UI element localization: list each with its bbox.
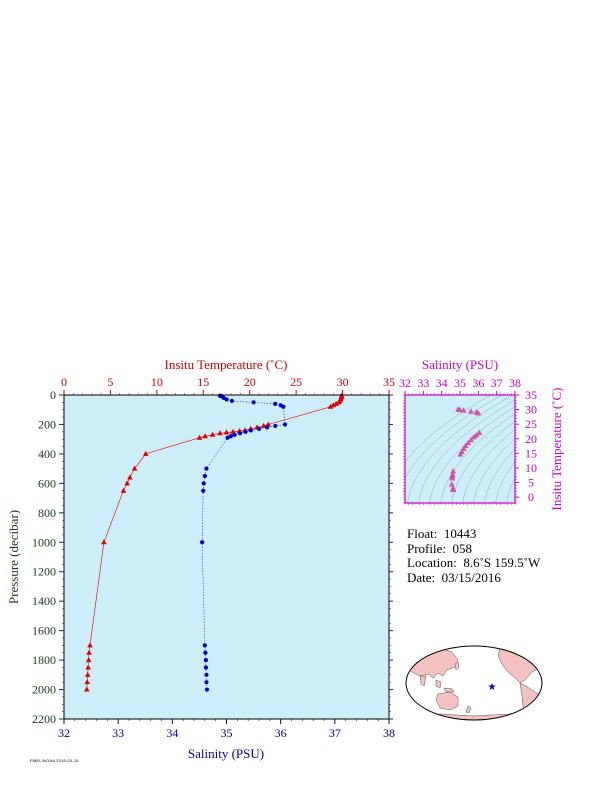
float-value: 10443 — [443, 526, 477, 541]
salinity-point — [283, 422, 287, 426]
ts-temperature-title: Insitu Temperature (˚C) — [549, 387, 564, 511]
salinity-point — [233, 433, 237, 437]
temperature-tick-label: 10 — [150, 375, 163, 389]
pressure-tick-label: 1400 — [32, 594, 56, 609]
salinity-point — [204, 665, 208, 669]
salinity-point — [205, 687, 209, 691]
ts-salinity-tick-label: 33 — [417, 376, 430, 390]
location-map — [406, 646, 542, 722]
salinity-point — [203, 474, 207, 478]
date-value: 03/15/2016 — [441, 569, 501, 585]
temperature-tick-label: 30 — [336, 375, 349, 389]
float-label: Float: — [407, 526, 438, 541]
pressure-axis-title: Pressure (decibar) — [6, 509, 21, 605]
salinity-point — [202, 481, 206, 485]
salinity-point — [203, 643, 207, 647]
ts-temperature-tick-label: 25 — [525, 417, 537, 432]
salinity-point — [243, 430, 247, 434]
salinity-axis-title: Salinity (PSU) — [187, 746, 265, 761]
salinity-point — [203, 651, 207, 655]
salinity-point — [281, 405, 285, 409]
salinity-point — [230, 399, 234, 403]
temperature-tick-label: 20 — [243, 375, 256, 389]
salinity-point — [273, 402, 277, 406]
salinity-tick-label: 33 — [112, 726, 125, 740]
ts-salinity-title: Salinity (PSU) — [421, 357, 499, 372]
profile-value: 058 — [452, 540, 472, 556]
ts-salinity-tick-label: 38 — [509, 376, 521, 390]
salinity-point — [265, 425, 269, 429]
pressure-tick-label: 0 — [50, 388, 56, 402]
pressure-tick-label: 400 — [38, 446, 56, 461]
temperature-tick-label: 15 — [197, 375, 210, 389]
footer-credit: PMEL/NOAA 2016-03-15 — [30, 758, 79, 763]
ts-temperature-tick-label: 15 — [525, 446, 537, 461]
salinity-point — [257, 427, 261, 431]
salinity-point — [200, 540, 204, 544]
pressure-tick-label: 2000 — [32, 682, 56, 697]
ts-diagram — [386, 357, 612, 511]
date-row — [407, 571, 540, 586]
ts-salinity-tick-label: 34 — [435, 376, 448, 390]
temperature-tick-label: 0 — [61, 375, 67, 389]
ts-salinity-tick-label: 37 — [490, 376, 503, 390]
salinity-tick-label: 32 — [58, 726, 70, 740]
pressure-tick-label: 1600 — [32, 623, 56, 638]
float-location-marker: ★ — [487, 682, 497, 693]
salinity-tick-label: 38 — [383, 726, 395, 740]
temperature-tick-label: 35 — [383, 375, 395, 389]
density-contour — [529, 395, 612, 503]
pressure-tick-label: 1000 — [32, 535, 56, 550]
pressure-tick-label: 800 — [38, 505, 56, 520]
temperature-axis-title: Insitu Temperature (˚C) — [164, 357, 288, 372]
salinity-tick-label: 36 — [274, 726, 287, 740]
salinity-point — [273, 424, 277, 428]
salinity-point — [204, 673, 208, 677]
pressure-tick-label: 2200 — [32, 712, 56, 726]
ts-temperature-tick-label: 0 — [528, 490, 534, 505]
profile-label: Profile: — [407, 540, 446, 556]
temperature-tick-label: 25 — [290, 375, 303, 389]
salinity-tick-label: 34 — [166, 726, 179, 740]
location-value: 8.6˚S 159.5˚W — [463, 555, 541, 570]
salinity-point — [225, 436, 229, 440]
ts-temperature-tick-label: 5 — [528, 475, 534, 490]
profile-plot-area — [64, 395, 389, 719]
ts-temperature-tick-label: 20 — [525, 431, 537, 446]
salinity-tick-label: 37 — [328, 726, 341, 740]
float-info — [407, 527, 540, 585]
float-row — [407, 527, 540, 542]
ts-temperature-tick-label: 10 — [525, 460, 537, 475]
salinity-point — [204, 467, 208, 471]
salinity-point — [204, 680, 208, 684]
ts-temperature-tick-label: 35 — [525, 388, 537, 402]
profile-chart — [6, 357, 395, 761]
ts-salinity-tick-label: 32 — [399, 376, 411, 390]
profile-row — [407, 542, 540, 557]
salinity-tick-label: 35 — [220, 726, 233, 740]
ts-temperature-tick-label: 30 — [525, 402, 537, 417]
date-label: Date: — [407, 569, 436, 585]
location-label: Location: — [407, 555, 457, 570]
salinity-point — [251, 400, 255, 404]
location-row — [407, 556, 540, 571]
salinity-point — [224, 397, 228, 401]
temperature-tick-label: 5 — [107, 375, 114, 389]
ts-salinity-tick-label: 36 — [472, 376, 485, 390]
pressure-tick-label: 1200 — [32, 564, 56, 579]
pressure-tick-label: 200 — [38, 417, 56, 432]
ts-salinity-tick-label: 35 — [454, 376, 466, 390]
pressure-tick-label: 1800 — [32, 653, 56, 668]
salinity-point — [249, 428, 253, 432]
pressure-tick-label: 600 — [38, 476, 56, 491]
salinity-point — [238, 431, 242, 435]
salinity-point — [201, 489, 205, 493]
salinity-point — [204, 658, 208, 662]
